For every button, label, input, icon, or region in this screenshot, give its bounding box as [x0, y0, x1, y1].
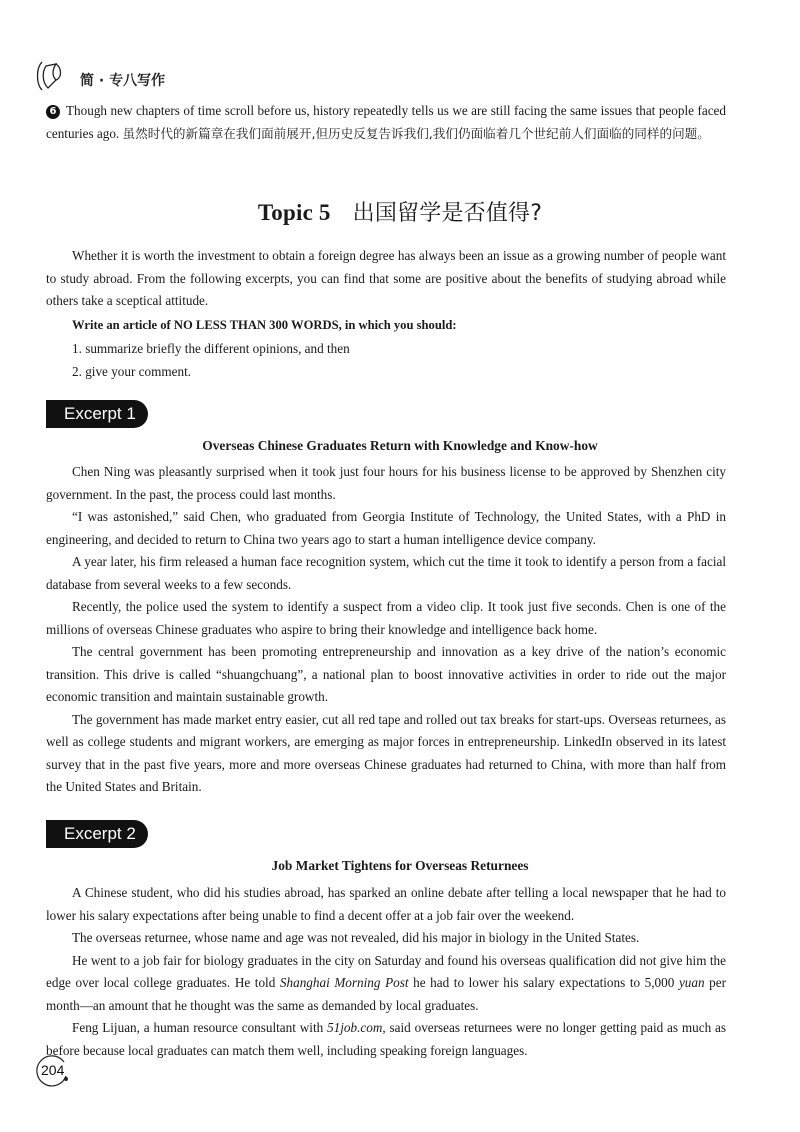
- excerpt-2-body: [46, 882, 726, 1062]
- prompt-item-2: 2. give your comment.: [72, 364, 192, 379]
- topic-label: Topic 5: [257, 200, 331, 225]
- paragraph-text: per month—an amount that he thought was the same as demanded by local graduates.: [46, 975, 727, 1013]
- page-number: [34, 1052, 70, 1088]
- instruction-text: Write an article of NO LESS THAN 300 WORDS, in which you should:: [72, 318, 457, 332]
- intro-english: Though new chapters of time scroll before us, history repeatedly tells us we are still facing the same issues that people faced centuries ago.: [46, 103, 726, 141]
- paragraph-text: he had to lower his salary expectations to 5,000: [408, 975, 679, 990]
- paragraph-text: , said overseas returnees were no longer getting paid as much as before because local graduates can match them well, including speaking foreign languages.: [46, 1020, 727, 1058]
- excerpt-1-badge: Excerpt 1: [46, 400, 148, 428]
- excerpt-2-title: Job Market Tightens for Overseas Returnees: [271, 858, 529, 873]
- paragraph-text: He went to a job fair for biology graduates in the city on Saturday and found his overseas qualification did not give him the edge over local college graduates. He told: [46, 952, 726, 990]
- book-logo-icon: [32, 58, 66, 94]
- page-number-text: 204: [41, 1062, 65, 1078]
- number-badge: 6: [46, 105, 60, 119]
- excerpt-1-paragraph: Chen Ning was pleasantly surprised when it took just four hours for his business license to be approved by Shenzhen city government. In the past, the process could last months.: [46, 464, 726, 502]
- excerpt-2-badge: Excerpt 2: [46, 820, 148, 848]
- excerpt-1-paragraph: The central government has been promoting entrepreneurship and innovation as a key drive of the nation’s economic transition. This drive is called “shuangchuang”, a national plan to boost innovative activities in order to ride out the major economic transition and maintain sustainable growth.: [46, 644, 726, 704]
- topic-title-chinese: 出国留学是否值得?: [352, 201, 543, 226]
- excerpt-1-paragraph: “I was astonished,” said Chen, who graduated from Georgia Institute of Technology, the United States, with a PhD in engineering, and decided to return to China two years ago to start a human intelligence device company.: [46, 509, 726, 547]
- excerpt-1-paragraph: A year later, his firm released a human face recognition system, which cut the time it took to identify a person from a facial database from several weeks to a few seconds.: [46, 554, 726, 592]
- excerpt-1-paragraph: The government has made market entry easier, cut all red tape and rolled out tax breaks for start-ups. Overseas returnees, as well as college students and migrant workers, are emerging as major forces in entrepreneurship. LinkedIn observed in its latest survey that in the past five years, more and more overseas Chinese graduates had returned to China, with more than half from the United States and Britain.: [46, 711, 726, 794]
- paragraph-text: Feng Lijuan, a human resource consultant with: [72, 1020, 328, 1035]
- prompt-item-1: 1. summarize briefly the different opinions, and then: [72, 341, 350, 356]
- newspaper-name: Shanghai Morning Post: [279, 975, 409, 990]
- intro-chinese: 虽然时代的新篇章在我们面前展开,但历史反复告诉我们,我们仍面临着几个世纪前人们面临的同样的问题。: [122, 125, 710, 141]
- excerpt-1-body: [46, 461, 726, 799]
- excerpt-1-paragraph: Recently, the police used the system to identify a suspect from a video clip. It took just five seconds. Chen is one of the millions of overseas Chinese graduates who aspire to bring their knowledge and intelligence back home.: [46, 599, 726, 637]
- topic-heading: [0, 196, 800, 227]
- excerpt-2-paragraph: [46, 1017, 726, 1062]
- intro-sentence: [46, 100, 726, 145]
- currency-word: yuan: [678, 975, 705, 990]
- prompt-intro: Whether it is worth the investment to obtain a foreign degree has always been an issue as a growing number of people want to study abroad. From the following excerpts, you can find that some are positive about the benefits of studying abroad while others take a sceptical attitude.: [46, 248, 726, 308]
- prompt-instruction: [72, 314, 732, 337]
- header-title: 简 · 专八写作: [80, 73, 166, 89]
- excerpt-2-paragraph: [46, 950, 726, 1018]
- excerpt-2-paragraph: The overseas returnee, whose name and age was not revealed, did his major in biology in the United States.: [72, 930, 640, 945]
- running-header: [28, 58, 228, 98]
- excerpt-2-paragraph: A Chinese student, who did his studies abroad, has sparked an online debate after telling a local newspaper that he had to lower his salary expectations after being unable to find a decent offer at a job fair over the weekend.: [46, 885, 726, 923]
- excerpt-1-title: Overseas Chinese Graduates Return with Knowledge and Know-how: [202, 438, 598, 453]
- website-name: 51job.com: [327, 1020, 383, 1035]
